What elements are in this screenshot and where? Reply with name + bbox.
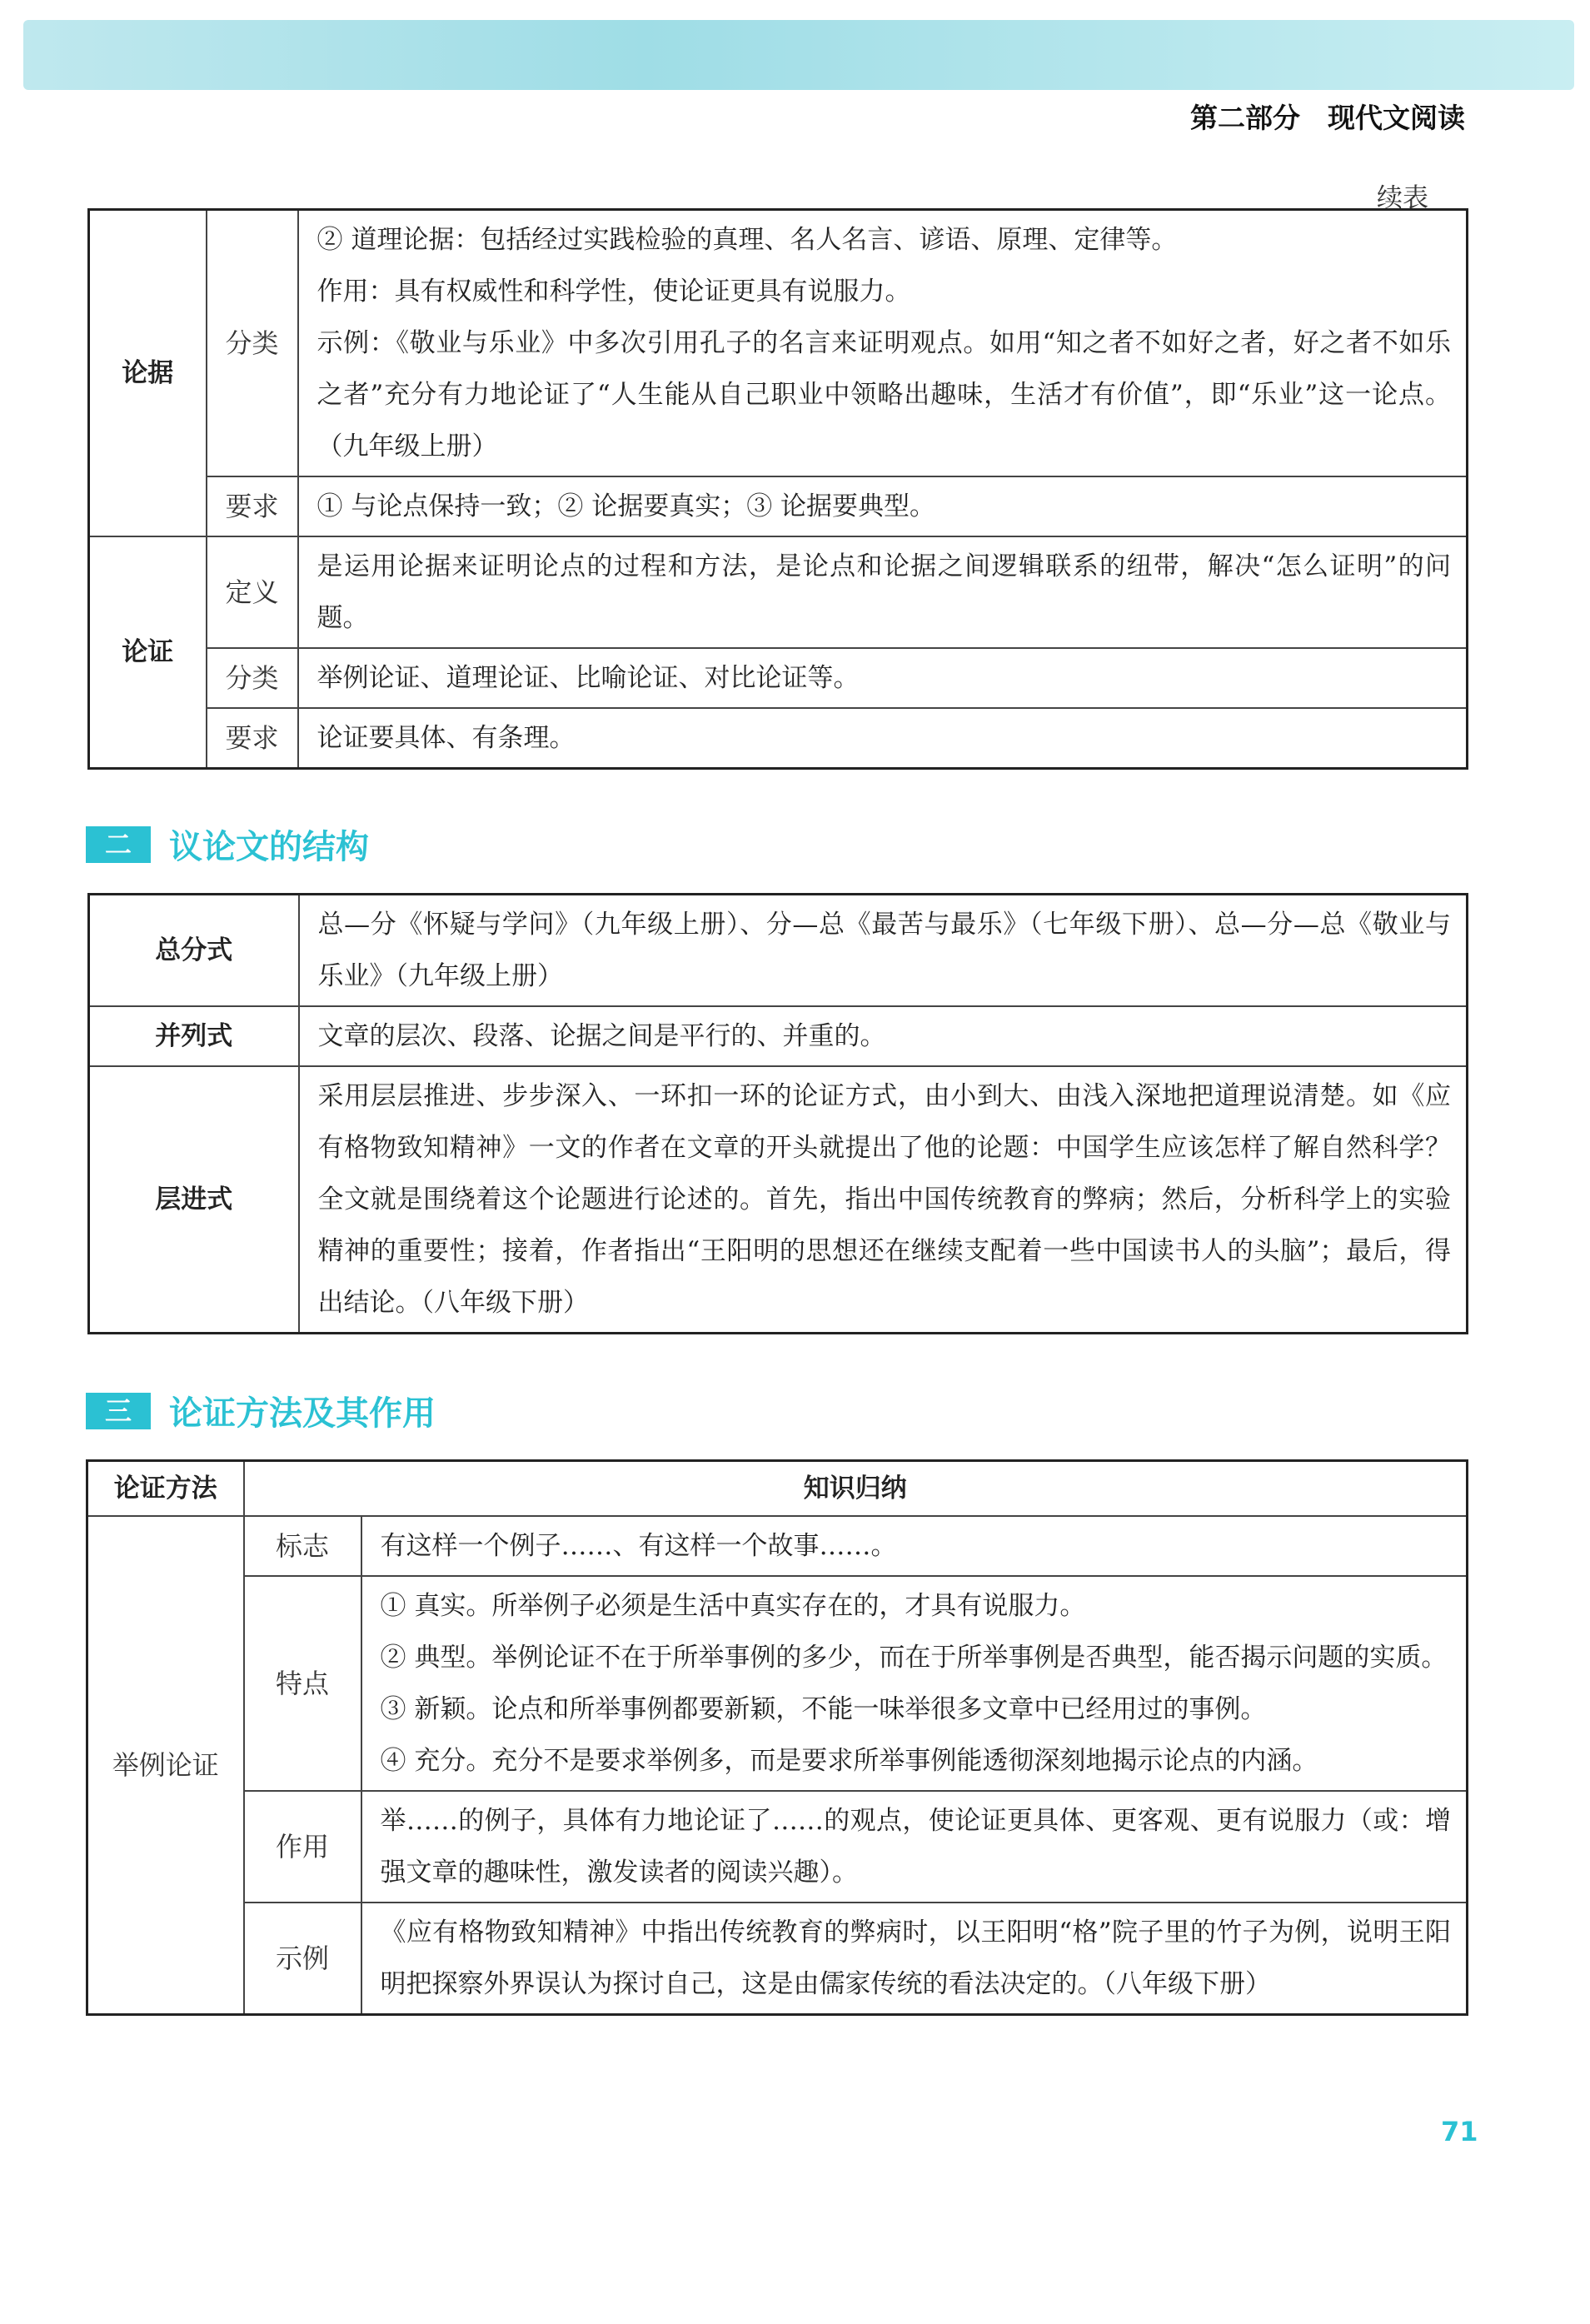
table-row xyxy=(89,648,1468,708)
category-evidence: 论据 xyxy=(89,210,207,537)
structure-table xyxy=(87,893,1468,1334)
content-line: 示例：《敬业与乐业》中多次引用孔子的名言来证明观点。如用“知之者不如好之者，好之者不如乐之者”充分有力地论证了“人生能从自己职业中领略出趣味，生活才有价值”，即“乐业”这一论点。（九年级上册） xyxy=(317,328,1451,461)
table-row xyxy=(89,476,1468,536)
table-row xyxy=(87,1903,1468,2015)
sign-content xyxy=(361,1516,1468,1576)
structure-label: 总分式 xyxy=(89,895,299,1007)
table-row xyxy=(89,1066,1468,1334)
structure-label: 层进式 xyxy=(89,1066,299,1334)
argument-method-table xyxy=(86,1459,1468,2016)
header-decoration-band xyxy=(23,20,1574,90)
function-content xyxy=(361,1791,1468,1903)
page-number: 71 xyxy=(1441,2116,1478,2147)
evidence-argument-table xyxy=(87,208,1468,770)
continued-label: 续表 xyxy=(1377,183,1428,213)
sub-example: 示例 xyxy=(244,1903,361,2015)
evidence-requirement-content xyxy=(298,476,1468,536)
table-row xyxy=(87,1516,1468,1576)
section-number-badge: 二 xyxy=(86,826,151,863)
sub-classification: 分类 xyxy=(207,210,298,477)
example-content xyxy=(361,1903,1468,2015)
method-name: 举例论证 xyxy=(87,1516,244,2015)
section-title: 论证方法及其作用 xyxy=(169,1394,436,1433)
sub-requirement: 要求 xyxy=(207,708,298,769)
table-row xyxy=(89,1006,1468,1066)
content-line: 是运用论据来证明论点的过程和方法，是论点和论据之间逻辑联系的纽带，解决“怎么证明”的问题。 xyxy=(317,551,1451,633)
column-header-knowledge: 知识归纳 xyxy=(244,1461,1468,1517)
structure-content: 采用层层推进、步步深入、一环扣一环的论证方式，由小到大、由浅入深地把道理说清楚。如《应有格物致知精神》一文的作者在文章的开头就提出了他的论题：中国学生应该怎样了解自然科学？全文就是围绕着这个论题进行论述的。首先，指出中国传统教育的弊病；然后，分析科学上的实验精神的重要性；接着，作者指出“王阳明的思想还在继续支配着一些中国读书人的头脑”；最后，得出结论。（八年级下册） xyxy=(299,1066,1468,1334)
table-row xyxy=(87,1576,1468,1791)
section-3-heading xyxy=(86,1387,436,1434)
structure-content: 总—分《怀疑与学问》（九年级上册）、分—总《最苦与最乐》（七年级下册）、总—分—总《敬业与乐业》（九年级上册） xyxy=(299,895,1468,1007)
content-line: ① 真实。所举例子必须是生活中真实存在的，才具有说服力。 xyxy=(380,1591,1086,1621)
argument-classification-content xyxy=(298,648,1468,708)
content-line: 有这样一个例子……、有这样一个故事……。 xyxy=(380,1531,897,1561)
table-row xyxy=(89,210,1468,477)
evidence-classification-content xyxy=(298,210,1468,477)
category-argument: 论证 xyxy=(89,536,207,769)
part-title: 第二部分 现代文阅读 xyxy=(1190,102,1465,134)
structure-content: 文章的层次、段落、论据之间是平行的、并重的。 xyxy=(299,1006,1468,1066)
table-row xyxy=(89,895,1468,1007)
features-content xyxy=(361,1576,1468,1791)
table-row xyxy=(89,536,1468,648)
sub-requirement: 要求 xyxy=(207,476,298,536)
content-line: 作用：具有权威性和科学性，使论证更具有说服力。 xyxy=(317,277,911,307)
content-line: 论证要具体、有条理。 xyxy=(317,723,576,753)
table-header-row xyxy=(87,1461,1468,1517)
content-line: ③ 新颖。论点和所举事例都要新颖，不能一味举很多文章中已经用过的事例。 xyxy=(380,1694,1267,1724)
structure-label: 并列式 xyxy=(89,1006,299,1066)
content-line: 举……的例子，具体有力地论证了……的观点，使论证更具体、更客观、更有说服力（或：增强文章的趣味性，激发读者的阅读兴趣）。 xyxy=(380,1806,1451,1888)
content-line: ② 道理论据：包括经过实践检验的真理、名人名言、谚语、原理、定律等。 xyxy=(317,225,1178,255)
section-number-badge: 三 xyxy=(86,1393,151,1429)
sub-classification: 分类 xyxy=(207,648,298,708)
sub-features: 特点 xyxy=(244,1576,361,1791)
section-title: 议论文的结构 xyxy=(169,828,369,866)
content-line: ④ 充分。充分不是要求举例多，而是要求所举事例能透彻深刻地揭示论点的内涵。 xyxy=(380,1746,1318,1776)
table-row xyxy=(89,708,1468,769)
sub-definition: 定义 xyxy=(207,536,298,648)
sub-function: 作用 xyxy=(244,1791,361,1903)
argument-definition-content xyxy=(298,536,1468,648)
argument-requirement-content xyxy=(298,708,1468,769)
sub-sign: 标志 xyxy=(244,1516,361,1576)
content-line: ② 典型。举例论证不在于所举事例的多少，而在于所举事例是否典型，能否揭示问题的实质。 xyxy=(380,1643,1448,1673)
content-line: ① 与论点保持一致；② 论据要真实；③ 论据要典型。 xyxy=(317,491,936,521)
content-line: 《应有格物致知精神》中指出传统教育的弊病时，以王阳明“格”院子里的竹子为例，说明王阳明把探察外界误认为探讨自己，这是由儒家传统的看法决定的。（八年级下册） xyxy=(380,1918,1451,1999)
section-2-heading xyxy=(86,820,369,868)
table-row xyxy=(87,1791,1468,1903)
column-header-method: 论证方法 xyxy=(87,1461,244,1517)
content-line: 举例论证、道理论证、比喻论证、对比论证等。 xyxy=(317,663,860,693)
